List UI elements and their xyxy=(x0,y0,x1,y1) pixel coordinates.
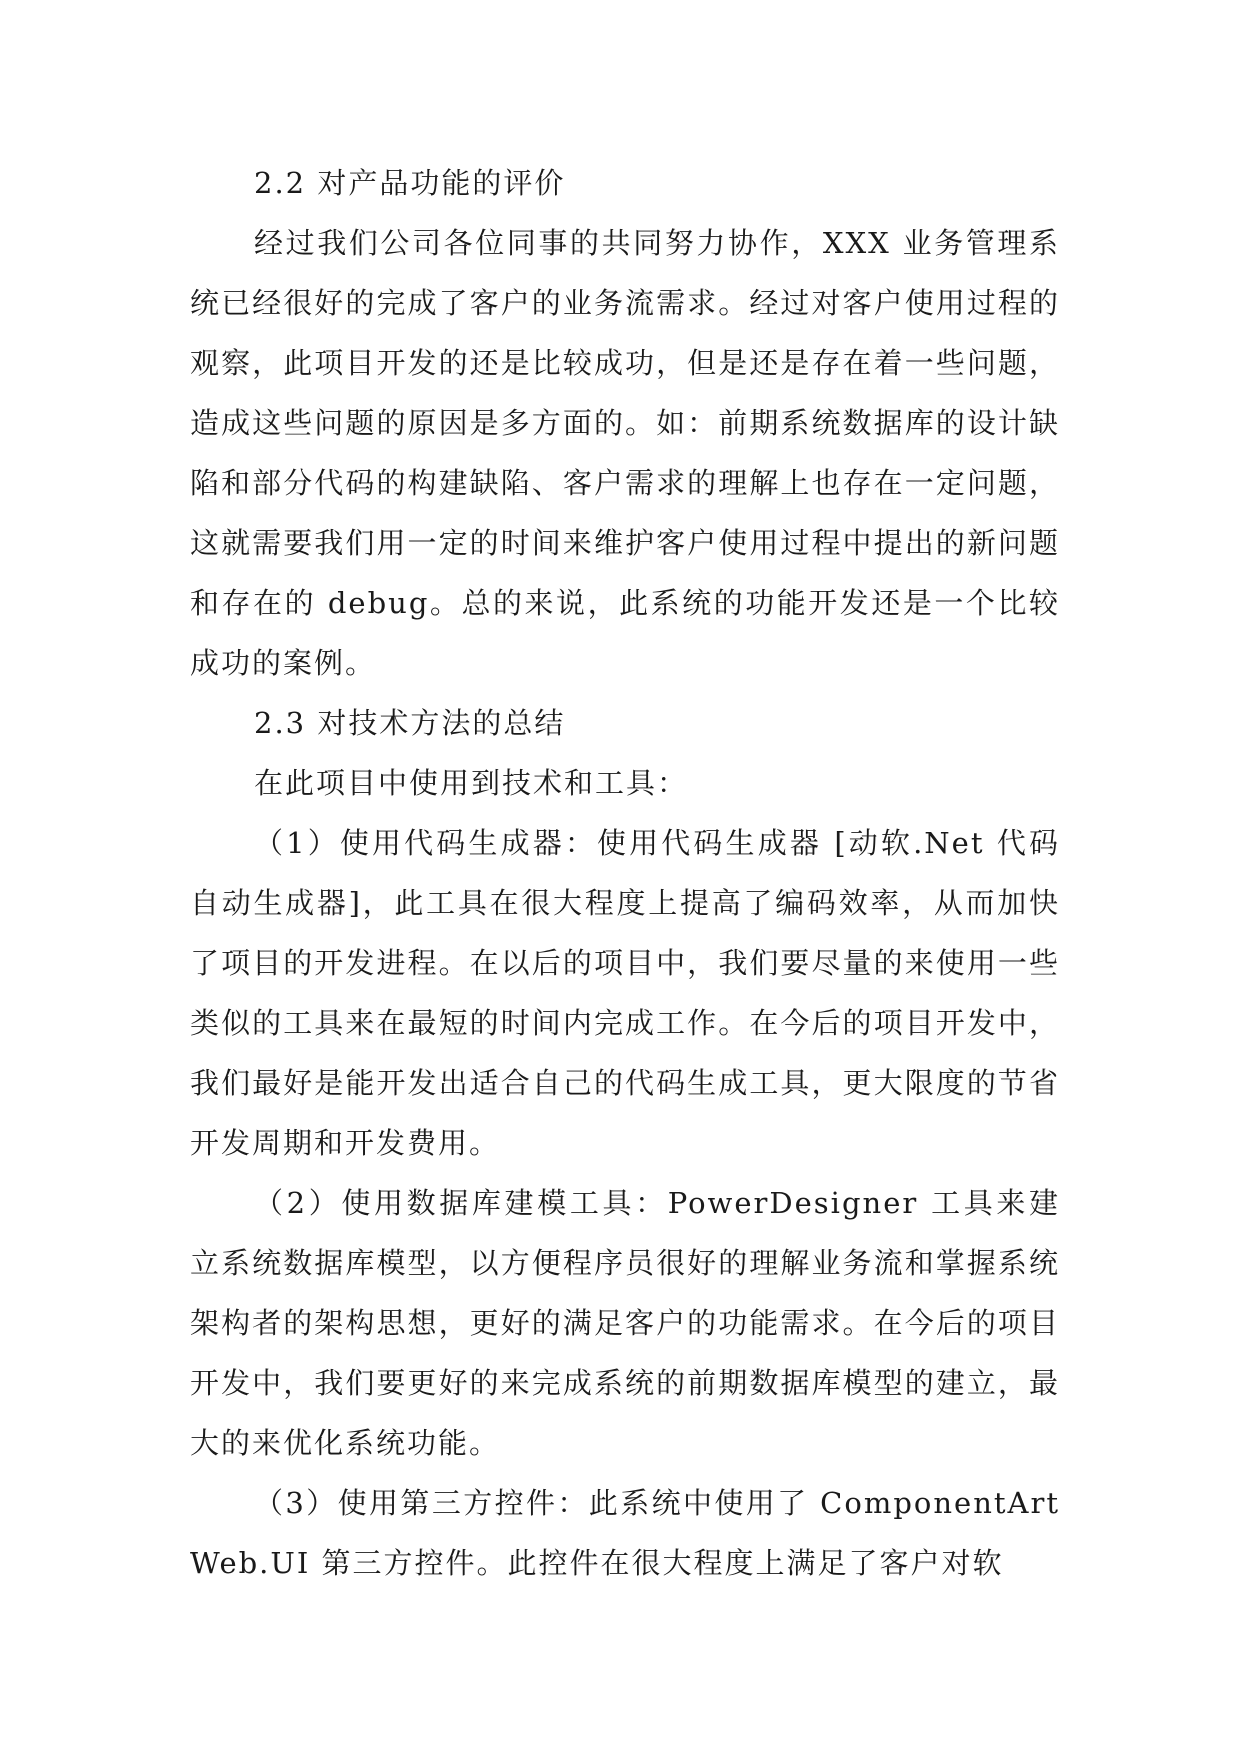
list-item-third-party-controls: （3）使用第三方控件：此系统中使用了 ComponentArt Web.UI 第三方控件。此控件在很大程度上满足了客户对软 xyxy=(190,1486,1060,1580)
section-heading-2-2: 2.2 对产品功能的评价 xyxy=(254,166,566,200)
paragraph-tools-intro: 在此项目中使用到技术和工具： xyxy=(254,766,689,800)
section-heading-2-3: 2.3 对技术方法的总结 xyxy=(254,706,566,740)
paragraph-product-evaluation: 经过我们公司各位同事的共同努力协作，XXX 业务管理系统已经很好的完成了客户的业务流需求。经过对客户使用过程的观察，此项目开发的还是比较成功，但是还是存在着一些问题，造成这些问题的原因是多方面的。如：前期系统数据库的设计缺陷和部分代码的构建缺陷、客户需求的理解上也存在一定问题，这就需要我们用一定的时间来维护客户使用过程中提出的新问题和存在的 debug。总的来说，此系统的功能开发还是一个比较成功的案例。 xyxy=(190,226,1060,680)
list-item-code-generator: （1）使用代码生成器：使用代码生成器 [动软.Net 代码自动生成器]，此工具在很大程度上提高了编码效率，从而加快了项目的开发进程。在以后的项目中，我们要尽量的来使用一些类似的工具来在最短的时间内完成工作。在今后的项目开发中，我们最好是能开发出适合自己的代码生成工具，更大限度的节省开发周期和开发费用。 xyxy=(190,826,1060,1160)
document-body xyxy=(190,153,1060,1593)
list-item-database-modeling: （2）使用数据库建模工具：PowerDesigner 工具来建立系统数据库模型，以方便程序员很好的理解业务流和掌握系统架构者的架构思想，更好的满足客户的功能需求。在今后的项目开发中，我们要更好的来完成系统的前期数据库模型的建立，最大的来优化系统功能。 xyxy=(190,1186,1060,1460)
